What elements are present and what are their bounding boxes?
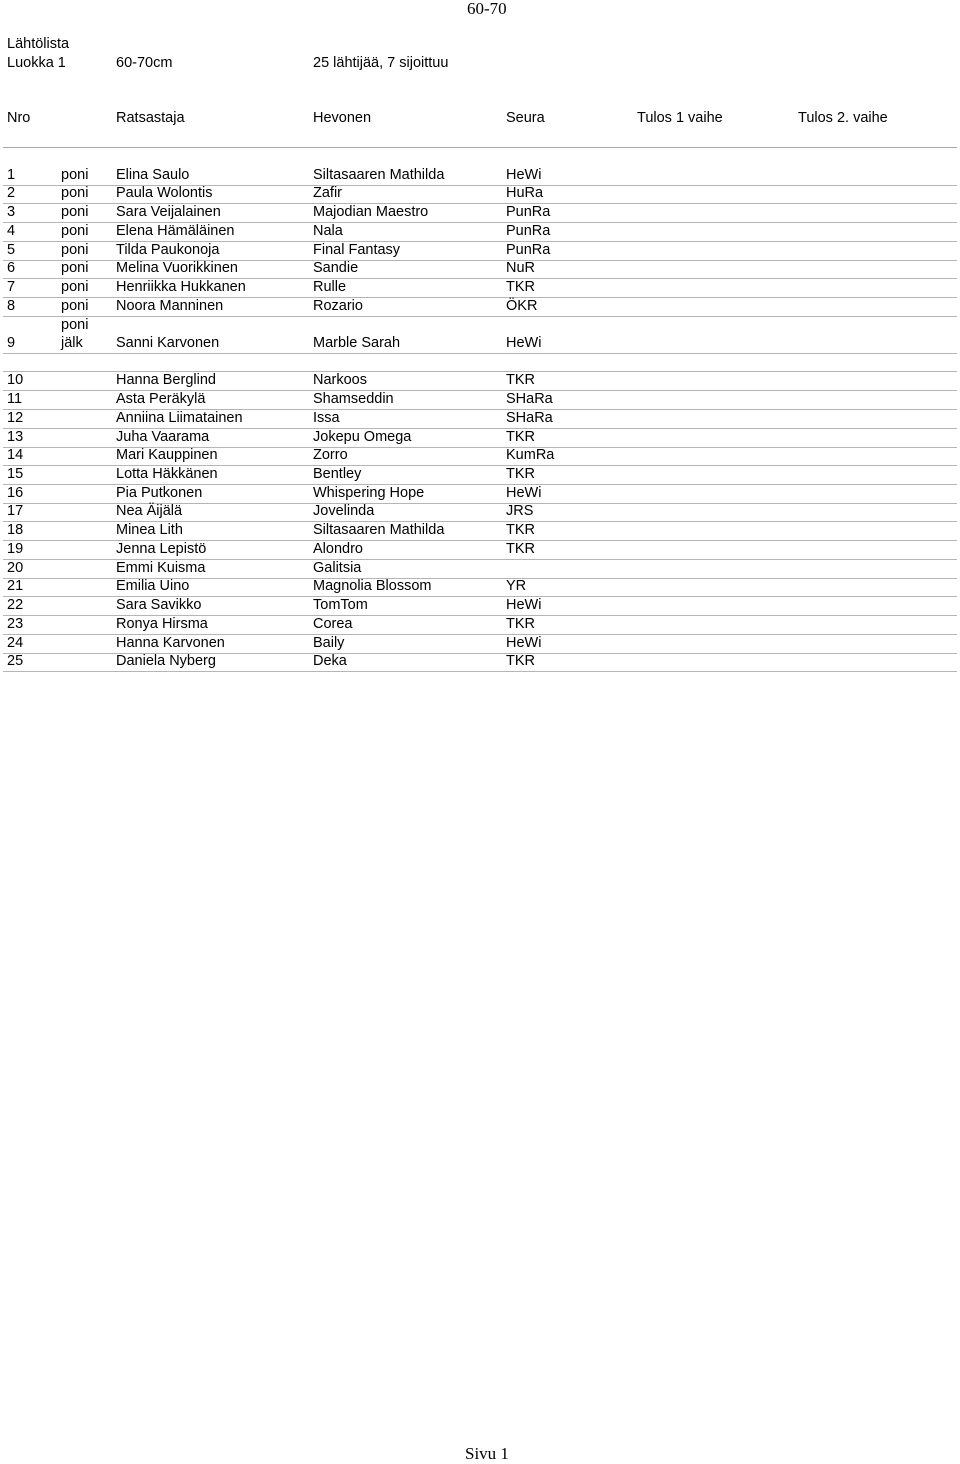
- club-name: SHaRa: [506, 409, 553, 426]
- club-name: TKR: [506, 466, 535, 483]
- horse-name: Zorro: [313, 447, 348, 464]
- horse-name: Baily: [313, 634, 345, 651]
- entry-class: poni: [61, 241, 89, 258]
- entry-class-line1: poni: [61, 316, 89, 333]
- start-number: 18: [7, 522, 24, 539]
- entry-class: poni: [61, 222, 89, 239]
- club-name: TKR: [506, 279, 535, 295]
- table-row: [3, 297, 957, 317]
- table-row: [3, 390, 957, 410]
- horse-name: Corea: [313, 615, 353, 632]
- entry-class: poni: [61, 279, 89, 295]
- table-row: [3, 559, 957, 579]
- rider-name: Daniela Nyberg: [116, 653, 216, 670]
- club-name: TKR: [506, 372, 535, 389]
- rider-name: Paula Wolontis: [116, 185, 213, 202]
- class-height: 60-70cm: [116, 55, 173, 71]
- club-name: PunRa: [506, 222, 551, 239]
- horse-name: Bentley: [313, 466, 362, 483]
- club-name: ÖKR: [506, 297, 538, 314]
- start-number: 9: [7, 334, 16, 351]
- club-name: TKR: [506, 428, 535, 445]
- table-row: [3, 260, 957, 280]
- rider-name: Noora Manninen: [116, 297, 224, 314]
- rider-name: Ronya Hirsma: [116, 615, 208, 632]
- start-number: 20: [7, 559, 24, 576]
- start-number: 15: [7, 466, 24, 483]
- table-row: [3, 372, 957, 392]
- club-name: HeWi: [506, 166, 542, 183]
- entry-class: poni: [61, 297, 89, 314]
- table-row: [3, 484, 957, 504]
- rider-name: Sara Veijalainen: [116, 204, 221, 221]
- rider-name: Jenna Lepistö: [116, 540, 207, 557]
- table-row: [3, 278, 957, 298]
- horse-name: Final Fantasy: [313, 241, 401, 258]
- entry-class: poni: [61, 166, 89, 183]
- rider-name: Tilda Paukonoja: [116, 241, 220, 258]
- rider-name: Henriikka Hukkanen: [116, 279, 246, 295]
- table-row: [3, 203, 957, 223]
- club-name: PunRa: [506, 241, 551, 258]
- start-number: 12: [7, 409, 24, 426]
- start-number: 4: [7, 222, 16, 239]
- start-number: 24: [7, 634, 24, 651]
- start-number: 21: [7, 578, 24, 595]
- horse-name: Siltasaaren Mathilda: [313, 166, 445, 183]
- rider-name: Minea Lith: [116, 522, 183, 539]
- club-name: SHaRa: [506, 391, 553, 408]
- column-header-rider: Ratsastaja: [116, 110, 185, 126]
- column-header-club: Seura: [506, 110, 545, 126]
- rider-name: Hanna Berglind: [116, 372, 216, 389]
- table-row: [3, 316, 957, 354]
- table-row: [3, 222, 957, 242]
- rider-name: Elina Saulo: [116, 166, 190, 183]
- horse-name: Deka: [313, 653, 347, 670]
- horse-name: Majodian Maestro: [313, 204, 429, 221]
- table-row: [3, 540, 957, 560]
- horse-name: Rulle: [313, 279, 347, 295]
- horse-name: Galitsia: [313, 559, 362, 576]
- start-number: 23: [7, 615, 24, 632]
- rider-name: Nea Äijälä: [116, 503, 183, 520]
- horse-name: TomTom: [313, 597, 368, 614]
- rider-name: Melina Vuorikkinen: [116, 260, 238, 277]
- start-number: 1: [7, 166, 16, 183]
- start-number: 10: [7, 372, 24, 389]
- horse-name: Jovelinda: [313, 503, 375, 520]
- rider-name: Hanna Karvonen: [116, 634, 225, 651]
- start-number: 19: [7, 540, 24, 557]
- horse-name: Issa: [313, 409, 340, 426]
- horse-name: Alondro: [313, 540, 363, 557]
- table-row: [3, 522, 957, 542]
- page-header: 60-70: [467, 0, 507, 18]
- table-row: [3, 409, 957, 429]
- club-name: KumRa: [506, 447, 555, 464]
- rider-name: Pia Putkonen: [116, 484, 203, 501]
- start-number: 8: [7, 297, 16, 314]
- rider-name: Lotta Häkkänen: [116, 466, 218, 483]
- entry-class: poni: [61, 185, 89, 202]
- horse-name: Zafir: [313, 185, 342, 202]
- start-number: 7: [7, 279, 16, 295]
- club-name: NuR: [506, 260, 536, 277]
- entry-class: [61, 316, 88, 352]
- club-name: YR: [506, 578, 527, 595]
- rider-name: Elena Hämäläinen: [116, 222, 235, 239]
- column-header-horse: Hevonen: [313, 110, 372, 126]
- start-number: 6: [7, 260, 16, 277]
- horse-name: Narkoos: [313, 372, 367, 389]
- start-number: 17: [7, 503, 24, 520]
- rider-name: Sanni Karvonen: [116, 334, 220, 351]
- table-row: [3, 185, 957, 205]
- start-number: 2: [7, 185, 16, 202]
- club-name: TKR: [506, 540, 535, 557]
- horse-name: Rozario: [313, 297, 363, 314]
- table-row: [3, 578, 957, 598]
- start-number: 13: [7, 428, 24, 445]
- class-label: Luokka 1: [7, 55, 66, 71]
- horse-name: Nala: [313, 222, 343, 239]
- rider-name: Juha Vaarama: [116, 428, 210, 445]
- rider-name: Anniina Liimatainen: [116, 409, 243, 426]
- horse-name: Siltasaaren Mathilda: [313, 522, 445, 539]
- club-name: TKR: [506, 615, 535, 632]
- page-footer: Sivu 1: [465, 1444, 509, 1463]
- club-name: HeWi: [506, 597, 542, 614]
- club-name: TKR: [506, 653, 535, 670]
- horse-name: Magnolia Blossom: [313, 578, 432, 595]
- horse-name: Marble Sarah: [313, 334, 401, 351]
- table-row: [3, 447, 957, 467]
- table-row: [3, 653, 957, 673]
- table-row: [3, 615, 957, 635]
- rider-name: Emilia Uino: [116, 578, 190, 595]
- table-row: [3, 503, 957, 523]
- rider-name: Sara Savikko: [116, 597, 202, 614]
- table-row: [3, 428, 957, 448]
- horse-name: Sandie: [313, 260, 359, 277]
- table-row: [3, 634, 957, 654]
- rider-name: Asta Peräkylä: [116, 391, 206, 408]
- rider-name: Mari Kauppinen: [116, 447, 218, 464]
- start-number: 22: [7, 597, 24, 614]
- table-row: [3, 166, 957, 186]
- entry-class: poni: [61, 260, 89, 277]
- start-number: 14: [7, 447, 24, 464]
- club-name: HeWi: [506, 334, 542, 351]
- table-top-rule: [3, 147, 957, 148]
- club-name: HuRa: [506, 185, 544, 202]
- entry-class-line2: jälk: [61, 334, 83, 351]
- table-row: [3, 465, 957, 485]
- start-number: 5: [7, 241, 16, 258]
- participant-count: 25 lähtijää, 7 sijoittuu: [313, 55, 449, 71]
- horse-name: Whispering Hope: [313, 484, 425, 501]
- entry-class: poni: [61, 204, 89, 221]
- horse-name: Jokepu Omega: [313, 428, 412, 445]
- club-name: HeWi: [506, 484, 542, 501]
- club-name: PunRa: [506, 204, 551, 221]
- table-row-spacer: [3, 352, 957, 372]
- document-title: Lähtölista: [7, 36, 70, 52]
- rider-name: Emmi Kuisma: [116, 559, 206, 576]
- table-row: [3, 241, 957, 261]
- club-name: JRS: [506, 503, 534, 520]
- club-name: HeWi: [506, 634, 542, 651]
- start-number: 11: [7, 391, 23, 408]
- start-number: 16: [7, 484, 24, 501]
- column-header-result2: Tulos 2. vaihe: [798, 110, 888, 126]
- start-number: 25: [7, 653, 24, 670]
- start-number: 3: [7, 204, 16, 221]
- column-header-nro: Nro: [7, 110, 31, 126]
- club-name: TKR: [506, 522, 535, 539]
- table-row: [3, 596, 957, 616]
- column-header-result1: Tulos 1 vaihe: [637, 110, 723, 126]
- horse-name: Shamseddin: [313, 391, 394, 408]
